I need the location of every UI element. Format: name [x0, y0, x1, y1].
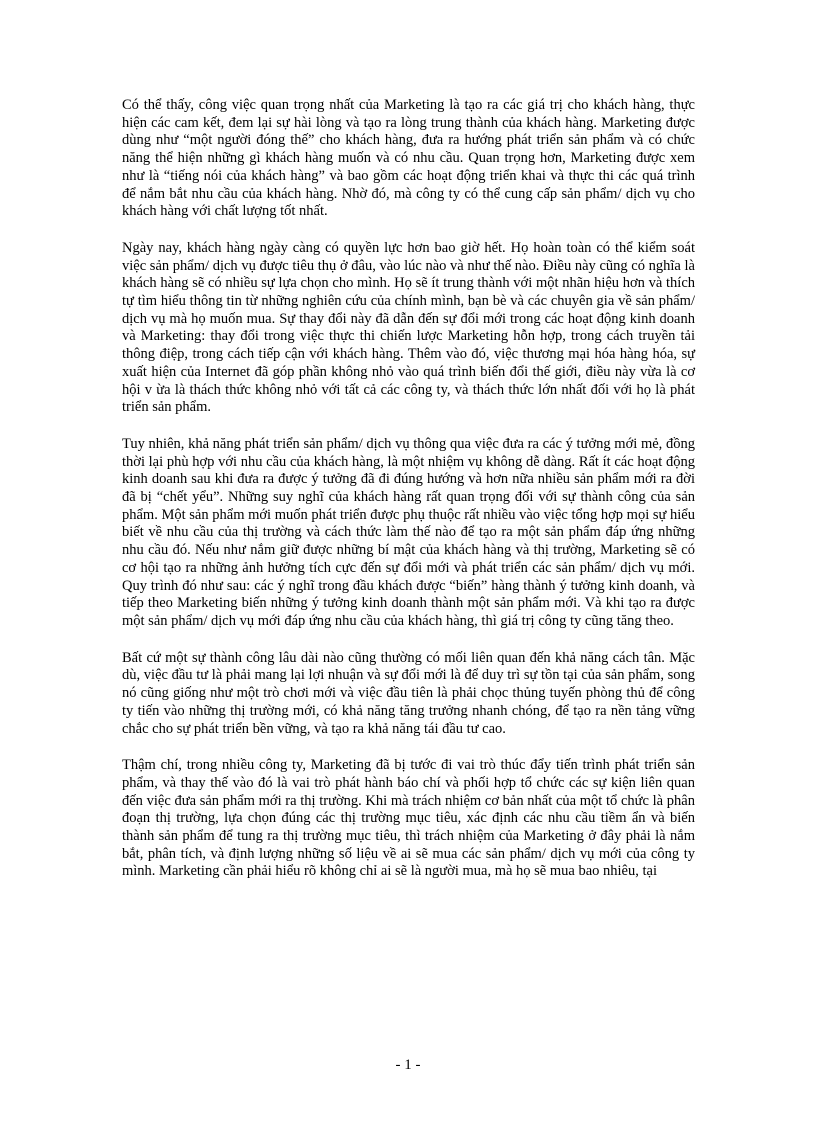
paragraph-2: Ngày nay, khách hàng ngày càng có quyền lực hơn bao giờ hết. Họ hoàn toàn có thể kiểm soát việc sản phẩm/ dịch vụ được tiêu thụ ở đâu, vào lúc nào và như thế nào. Điều này cũng có nghĩa là khách hàng sẽ có nhiều sự lựa chọn cho mình. Họ sẽ ít trung thành với một nhãn hiệu hơn và thích tự tìm hiểu thông tin từ những nghiên cứu của chính mình, bạn bè và các chuyên gia về sản phẩm/ dịch vụ mà họ muốn mua. Sự thay đổi này đã dẫn đến sự đổi mới trong các hoạt động kinh doanh và Marketing: thay đổi trong việc thực thi chiến lược Marketing hỗn hợp, trong cách truyền tải thông điệp, trong cách tiếp cận với khách hàng. Thêm vào đó, việc thương mại hóa hàng hóa, sự xuất hiện của Internet đã góp phần không nhỏ vào quá trình biến đổi thế giới, điều này vừa là cơ hội v ừa là thách thức không nhỏ với tất cả các công ty, và thách thức lớn nhất đối với họ là phát triển sản phẩm.	[122, 239, 695, 416]
document-body	[122, 97, 695, 900]
paragraph-3: Tuy nhiên, khả năng phát triển sản phẩm/ dịch vụ thông qua việc đưa ra các ý tưởng mới mẻ, đồng thời lại phù hợp với nhu cầu của khách hàng, là một nhiệm vụ không dễ dàng. Rất ít các hoạt động kinh doanh sau khi đưa ra được ý tưởng đã đi đúng hướng và hơn nữa nhiều sản phẩm mới ra đời đã bị “chết yểu”. Những suy nghĩ của khách hàng rất quan trọng đối với sự thành công của sản phẩm. Một sản phẩm mới muốn phát triển được phụ thuộc rất nhiều vào việc tổng hợp mọi sự hiểu biết về nhu cầu của thị trường và cách thức làm thế nào để tạo ra một sản phẩm đáp ứng những nhu cầu đó. Nếu như nắm giữ được những bí mật của khách hàng và thị trường, Marketing sẽ có cơ hội tạo ra những ảnh hưởng tích cực đến sự đổi mới và phát triển các sản phẩm/ dịch vụ mới. Quy trình đó như sau: các ý nghĩ trong đầu khách được “biến” hàng thành ý tưởng kinh doanh, và tiếp theo Marketing biến những ý tưởng kinh doanh thành một sản phẩm mới. Và khi tạo ra được một sản phẩm/ dịch vụ mới đáp ứng nhu cầu của khách hàng, thì giá trị công ty cũng tăng theo.	[122, 435, 695, 629]
paragraph-4: Bất cứ một sự thành công lâu dài nào cũng thường có mối liên quan đến khả năng cách tân. Mặc dù, việc đầu tư là phải mang lại lợi nhuận và sự đổi mới là để duy trì sự tồn tại của sản phẩm, song nó cũng giống như một trò chơi mới và việc đầu tiên là phải chọc thủng tuyến phòng thủ để công ty tiến vào những thị trường mới, có khả năng tăng trưởng nhanh chóng, để tạo ra nền tảng vững chắc cho sự phát triển bền vững, và tạo ra khả năng tái đầu tư cao.	[122, 649, 695, 737]
page-number: - 1 -	[395, 1057, 421, 1073]
paragraph-5: Thậm chí, trong nhiều công ty, Marketing đã bị tước đi vai trò thúc đẩy tiến trình phát triển sản phẩm, và thay thế vào đó là vai trò phát hành báo chí và phối hợp tổ chức các sự kiện liên quan đến việc đưa sản phẩm mới ra thị trường. Khi mà trách nhiệm cơ bản nhất của một tổ chức là phân đoạn thị trường, lựa chọn đúng các thị trường mục tiêu, xác định các nhu cầu tiềm ẩn và biến thành sản phẩm để tung ra thị trường mục tiêu, thì trách nhiệm của Marketing ở đây phải là nắm bắt, phân tích, và định lượng những số liệu về ai sẽ mua các sản phẩm/ dịch vụ mới của công ty mình. Marketing cần phải hiểu rõ không chỉ ai sẽ là người mua, mà họ sẽ mua bao nhiêu, tại	[122, 757, 695, 880]
paragraph-1: Có thể thấy, công việc quan trọng nhất của Marketing là tạo ra các giá trị cho khách hàng, thực hiện các cam kết, đem lại sự hài lòng và tạo ra lòng trung thành của khách hàng. Marketing được dùng như “một người đóng thế” cho khách hàng, đưa ra hướng phát triển sản phẩm và có chức năng thể hiện những gì khách hàng muốn và có nhu cầu. Quan trọng hơn, Marketing được xem như là “tiếng nói của khách hàng” và bao gồm các hoạt động triển khai và thực thi các quá trình để nắm bắt nhu cầu của khách hàng. Nhờ đó, mà công ty có thể cung cấp sản phẩm/ dịch vụ cho khách hàng với chất lượng tốt nhất.	[122, 97, 695, 220]
